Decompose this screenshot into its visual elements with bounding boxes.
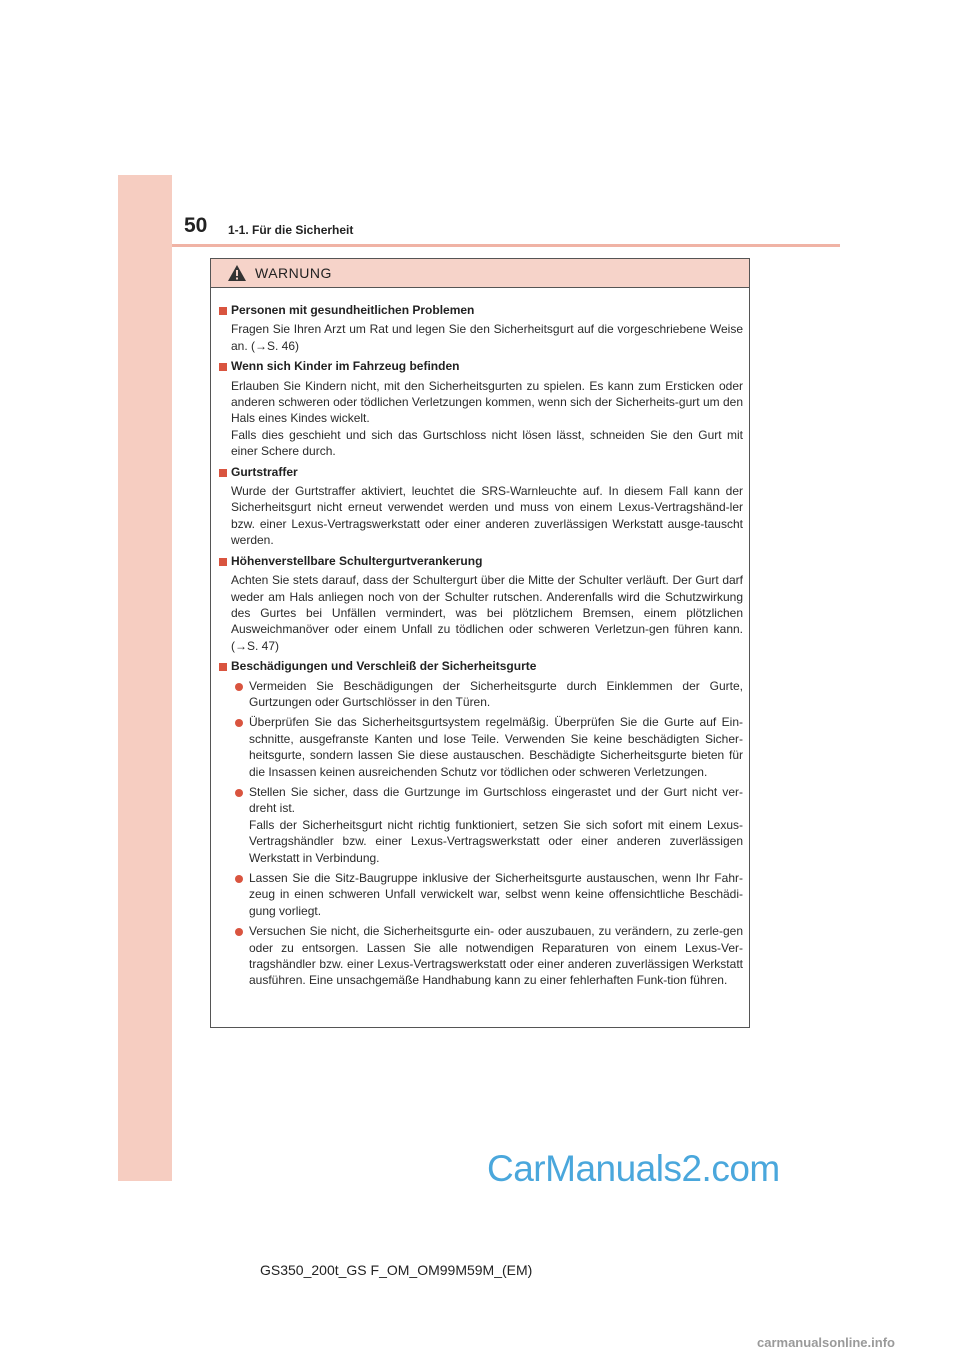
- footer-brand[interactable]: carmanualsonline.info: [757, 1335, 895, 1350]
- model-code: GS350_200t_GS F_OM_OM99M59M_(EM): [260, 1262, 533, 1278]
- item-text: [219, 483, 743, 549]
- item-text: [219, 378, 743, 460]
- bullet-item: [219, 923, 743, 989]
- item-heading: Beschädigungen und Verschleiß der Sicherheitsgurte: [219, 658, 743, 674]
- bullet-item: [219, 678, 743, 711]
- item-heading: Wenn sich Kinder im Fahrzeug befinden: [219, 358, 743, 374]
- warning-box: [210, 258, 750, 1028]
- chapter-sidebar: [118, 175, 172, 1181]
- bullet-text: Falls der Sicherheitsgurt nicht richtig funktioniert, setzen Sie sich sofort mit einem Lexus-Vertragshändler bzw. einer Lexus-Vertragswerkstatt oder einer anderen zuverlässigen Werkstatt in Verbindung.: [249, 817, 743, 865]
- item-heading: Höhenverstellbare Schultergurtverankerung: [219, 553, 743, 569]
- warning-item: [219, 553, 743, 654]
- bullet-text: Stellen Sie sicher, dass die Gurtzunge im Gurtschloss eingerastet und der Gurt nicht ver-dreht ist.: [249, 784, 743, 816]
- bullet-item: [219, 870, 743, 919]
- warning-header: [211, 259, 749, 288]
- warning-item: [219, 302, 743, 354]
- warning-item: [219, 658, 743, 989]
- warning-triangle-icon: [227, 264, 247, 282]
- bullet-item: [219, 784, 743, 866]
- warning-item: [219, 358, 743, 459]
- page-number: 50: [184, 214, 208, 237]
- warning-title: WARNUNG: [255, 265, 332, 281]
- item-text: [219, 321, 743, 354]
- paragraph: Wurde der Gurtstraffer aktiviert, leuchtet die SRS-Warnleuchte auf. In diesem Fall kann der Sicherheitsgurt nicht erneut verwendet werden und muss von einem Lexus-Vertragshänd-ler bzw. einer Lexus-Vertragswerkstatt oder einer anderen zuverlässigen Werkstatt ausge-tauscht werden.: [231, 484, 743, 548]
- bullet-text: Vermeiden Sie Beschädigungen der Sicherheitsgurte durch Einklemmen der Gurte, Gurtzungen oder Gurtschlösser in den Türen.: [249, 678, 743, 709]
- paragraph: Erlauben Sie Kindern nicht, mit den Sicherheitsgurten zu spielen. Es kann zum Ersticken oder anderen schweren oder tödlichen Verletzungen kommen, wenn sich der Sicherheits-gurt um den Hals eines Kindes wickelt.: [231, 378, 743, 426]
- header-divider: [172, 244, 840, 247]
- warning-body: [211, 288, 749, 989]
- bullet-text: Versuchen Sie nicht, die Sicherheitsgurte ein- oder auszubauen, zu verändern, zu zerle-gen oder zu entsorgen. Lassen Sie alle notwendigen Reparaturen von einem Lexus-Ver-tragshändler bzw. einer Lexus-Vertragswerkstatt oder einer anderen zuverlässigen Werkstatt ausführen. Eine unsachgemäße Handhabung kann zu einer fehlerhaften Funk-tion führen.: [249, 924, 743, 988]
- bullet-text: Überprüfen Sie das Sicherheitsgurtsystem regelmäßig. Überprüfen Sie die Gurte auf Ein-schnitte, ausgefranste Kanten und lose Teile. Verwenden Sie keine beschädigten Sicher-heitsgurte, sondern lassen Sie diese austauschen. Beschädigte Sicherheitsgurte bieten für die Insassen keinen ausreichenden Schutz vor tödlichen oder schweren Verletzungen.: [249, 715, 743, 779]
- bullet-text: Lassen Sie die Sitz-Baugruppe inklusive der Sicherheitsgurte austauschen, wenn Ihr Fahr-zeug in einen schweren Unfall verwickelt war, selbst wenn keine offensichtliche Beschädi-gung vorliegt.: [249, 871, 743, 918]
- paragraph: Falls dies geschieht und sich das Gurtschloss nicht lösen lässt, schneiden Sie den Gurt mit einer Schere durch.: [231, 427, 743, 459]
- warning-item: [219, 464, 743, 549]
- item-heading: Gurtstraffer: [219, 464, 743, 480]
- item-text: [219, 572, 743, 654]
- watermark-link[interactable]: CarManuals2.com: [487, 1148, 780, 1189]
- item-heading: Personen mit gesundheitlichen Problemen: [219, 302, 743, 318]
- paragraph: Achten Sie stets darauf, dass der Schultergurt über die Mitte der Schulter verläuft. Der Gurt darf weder am Hals anliegen noch von der Schulter rutschen. Anderenfalls wird die Schutzwirkung des Gurtes bei Unfällen vermindert, was bei plötzlichem Bremsen, einem plötzlichen Ausweichmanöver oder einem Unfall zu tödlichen oder schweren Verletzun-gen führen kann. (→S. 47): [231, 573, 743, 653]
- paragraph: Fragen Sie Ihren Arzt um Rat und legen Sie den Sicherheitsgurt auf die vorgeschriebene Weise an. (→S. 46): [231, 322, 743, 353]
- section-title: 1-1. Für die Sicherheit: [228, 223, 354, 237]
- bullet-item: [219, 714, 743, 780]
